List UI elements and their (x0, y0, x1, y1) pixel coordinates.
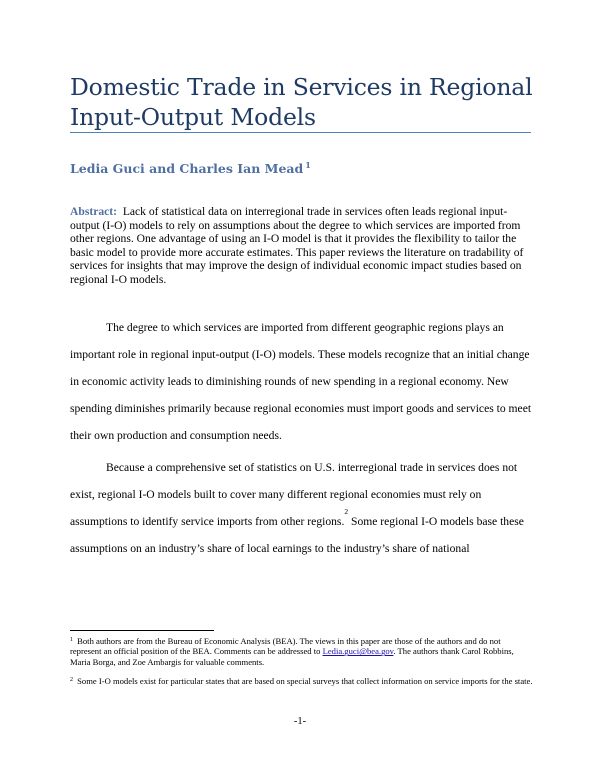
footnote-1 (70, 636, 534, 667)
paper-title: Domestic Trade in Services in Regional Input-Output Models (70, 73, 533, 131)
author-email-link[interactable]: Ledia.guci@bea.gov (322, 646, 394, 657)
author-line (70, 161, 311, 176)
footnote-2-reference[interactable]: 2 (344, 507, 349, 516)
paragraph-2-text: Because a comprehensive set of statistics on U.S. interregional trade in services does not exist, regional I-O models built to cover many different regional economies must rely on assumptions to identify service imports from other regions. (70, 461, 518, 528)
author-footnote-mark[interactable]: 1 (305, 160, 311, 170)
footnote-2 (70, 676, 534, 686)
paragraph-2-text-cont: Some regional I-O models base these assumptions on an industry’s share of local earnings to the industry’s share of national (70, 515, 524, 555)
page-number: -1- (293, 716, 307, 727)
body-paragraph-2 (70, 454, 534, 562)
footnote-2-mark: 2 (70, 677, 73, 683)
footnote-1-text: Both authors are from the Bureau of Economic Analysis (BEA). The views in this paper are those of the authors and do not represent an official position of the BEA. Comments can be addressed to (70, 636, 501, 657)
title-divider (70, 132, 531, 133)
footnote-1-mark: 1 (70, 637, 73, 643)
author-names: Ledia Guci and Charles Ian Mead (70, 161, 304, 176)
paragraph-1-text: The degree to which services are imported from different geographic regions plays an important role in regional input-output (I-O) models. These models recognize that an initial change in economic activity leads to diminishing rounds of new spending in a regional economy. New spending diminishes primarily because regional economies must import goods and services to meet their own production and consumption needs. (70, 321, 532, 442)
abstract-label: Abstract: (70, 205, 118, 218)
footnote-2-text: Some I-O models exist for particular states that are based on special surveys that collect information on service imports for the state. (75, 676, 533, 686)
abstract (70, 205, 532, 287)
abstract-text: Lack of statistical data on interregional trade in services often leads regional input-output (I-O) models to rely on assumptions about the degree to which services are imported from other regions. One advantage of using an I-O model is that it provides the flexibility to tailor the basic model to provide more accurate estimates. This paper reviews the literature on tradability of services for insights that may improve the design of individual economic impact studies based on regional I-O models. (70, 205, 524, 286)
body-paragraph-1 (70, 314, 534, 449)
footnote-separator (70, 630, 214, 631)
footnote-1-text-cont: . The authors thank Carol Robbins, Maria Borga, and Zoe Ambargis for valuable comments. (70, 646, 514, 667)
